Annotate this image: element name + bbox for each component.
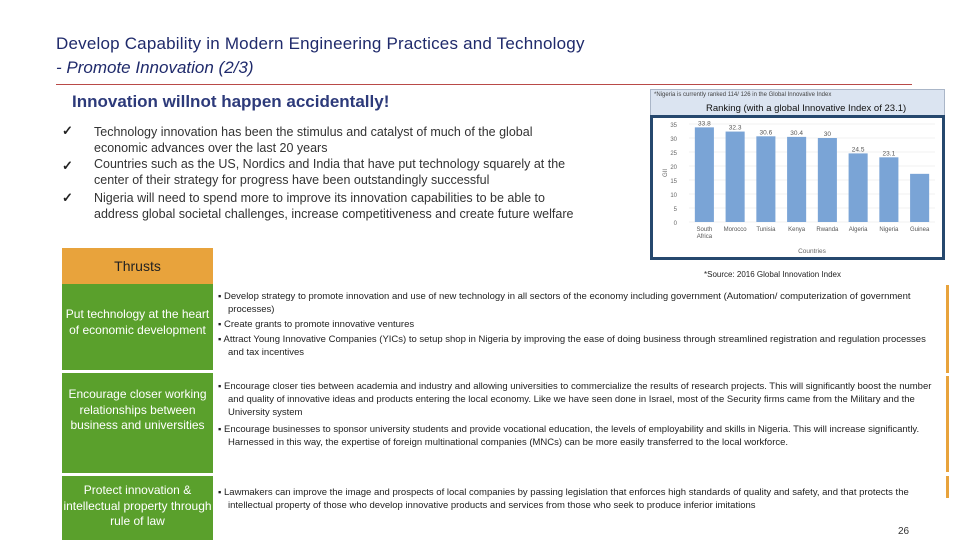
data-label: 30 xyxy=(823,131,831,138)
bullet-3-line1: Nigeria will need to spend more to improve its innovation capabilities to be able to xyxy=(94,191,545,205)
bullet-1 xyxy=(94,124,639,156)
action-item: ▪ Attract Young Innovative Companies (YICs) to setup shop in Nigeria by improving the ease of doing business through streamlined registration and regulation processes and tax incentives xyxy=(218,334,926,358)
lead-statement: Innovation willnot happen accidentally! xyxy=(72,92,390,111)
thrust-1-actions xyxy=(218,290,940,359)
bar xyxy=(910,174,929,222)
x-tick-label: Africa xyxy=(696,234,713,240)
x-tick-label: Kenya xyxy=(788,227,806,233)
slide-title: Develop Capability in Modern Engineering Practices and Technology xyxy=(56,34,585,53)
thrusts-header: Thrusts xyxy=(62,248,213,284)
check-icon: ✓ xyxy=(62,123,73,138)
x-tick-label: Nigeria xyxy=(879,227,899,233)
slide-subtitle: - Promote Innovation (2/3) xyxy=(56,58,254,77)
x-tick-label: South xyxy=(696,227,713,233)
x-axis-label: Countries xyxy=(798,248,826,255)
x-tick-label: Algeria xyxy=(848,227,868,233)
page-number: 26 xyxy=(898,526,910,537)
x-tick-label: Tunisia xyxy=(756,227,776,233)
y-tick-label: 25 xyxy=(670,151,677,157)
accent-bar xyxy=(946,376,949,472)
data-label: 30.6 xyxy=(759,129,773,137)
bar xyxy=(849,153,868,222)
chart-caption: Ranking (with a global Innovative Index of 23.1) xyxy=(706,103,907,114)
check-icon: ✓ xyxy=(62,190,73,205)
data-label: 33.8 xyxy=(698,120,711,128)
data-label: 24.5 xyxy=(851,146,865,154)
bullet-2 xyxy=(94,156,639,188)
chart-source: *Source: 2016 Global Innovation Index xyxy=(704,270,841,279)
x-tick-label: Rwanda xyxy=(816,227,839,233)
y-tick-label: 30 xyxy=(670,137,677,143)
chart-frame xyxy=(650,115,945,260)
bullet-1-line1: Technology innovation has been the stimulus and catalyst of much of the global xyxy=(94,125,533,139)
y-axis-label: GII xyxy=(663,168,669,178)
y-tick-label: 35 xyxy=(670,123,677,129)
bullet-1-line2: economic advances over the last 20 years xyxy=(94,141,328,155)
x-tick-label: Guinea xyxy=(909,227,930,233)
thrust-1-label: Put technology at the heart of economic development xyxy=(65,307,210,337)
action-item: ▪ Encourage businesses to sponsor university students and provide vocational education, the levels of employability and skills in Nigeria. This will increase significantly. Harnessed in this way, the expertise of foreign multinational companies (MNCs) can be more easily transferred to the local workforce. xyxy=(218,424,920,448)
thrust-3-label: Protect innovation & intellectual property through rule of law xyxy=(63,483,212,528)
x-tick-label: Morocco xyxy=(723,227,747,233)
y-tick-label: 10 xyxy=(670,193,677,199)
bar xyxy=(756,136,775,222)
action-item: ▪ Develop strategy to promote innovation and use of new technology in all sectors of the economy including government (Automation/ computerization of government processes) xyxy=(218,291,911,315)
title-divider xyxy=(56,84,912,85)
action-item: ▪ Lawmakers can improve the image and prospects of local companies by passing legislation that enforces high standards of quality and safety, and that protects the intellectual property of those who develop innovative products and services from those who seek to produce inferior imitations xyxy=(218,487,909,511)
bar xyxy=(726,132,745,222)
y-tick-label: 15 xyxy=(670,179,677,185)
bullet-2-line1: Countries such as the US, Nordics and India that have put technology squarely at the xyxy=(94,157,566,171)
thrust-2-label: Encourage closer working relationships between business and universities xyxy=(68,387,207,432)
y-tick-label: 5 xyxy=(673,207,677,213)
accent-bar xyxy=(946,476,949,498)
chart-note: *Nigeria is currently ranked 114/ 126 in the Global Innovative Index xyxy=(654,92,832,98)
bar xyxy=(818,138,837,222)
data-label: 32.3 xyxy=(728,124,742,132)
bar xyxy=(787,137,806,222)
bar xyxy=(695,127,714,222)
thrust-divider xyxy=(62,370,213,373)
thrust-3-actions xyxy=(218,486,940,512)
action-item: ▪ Encourage closer ties between academia and industry and allowing universities to commercialize the results of research projects. This will significantly boost the number and quality of innovative ideas and products entering the local economy. Like we have seen done in Israel, most of the Security firms came from the Military and the University system xyxy=(218,381,932,418)
thrust-2-actions xyxy=(218,380,940,449)
bullet-2-line2: center of their strategy for progress have been outstandingly successful xyxy=(94,173,490,187)
thrust-divider xyxy=(62,473,213,476)
y-tick-label: 0 xyxy=(673,221,677,227)
y-tick-label: 20 xyxy=(670,165,677,171)
data-label: 30.4 xyxy=(790,129,803,137)
data-label: 23.1 xyxy=(882,150,896,158)
check-icon: ✓ xyxy=(62,158,73,173)
bullet-3-line2: address global societal challenges, increase competitiveness and create future welfare xyxy=(94,207,574,221)
accent-bar xyxy=(946,285,949,373)
bullet-3 xyxy=(94,190,639,222)
bar xyxy=(879,157,898,222)
gii-bar-chart xyxy=(653,118,942,257)
action-item: ▪ Create grants to promote innovative ventures xyxy=(218,319,415,330)
